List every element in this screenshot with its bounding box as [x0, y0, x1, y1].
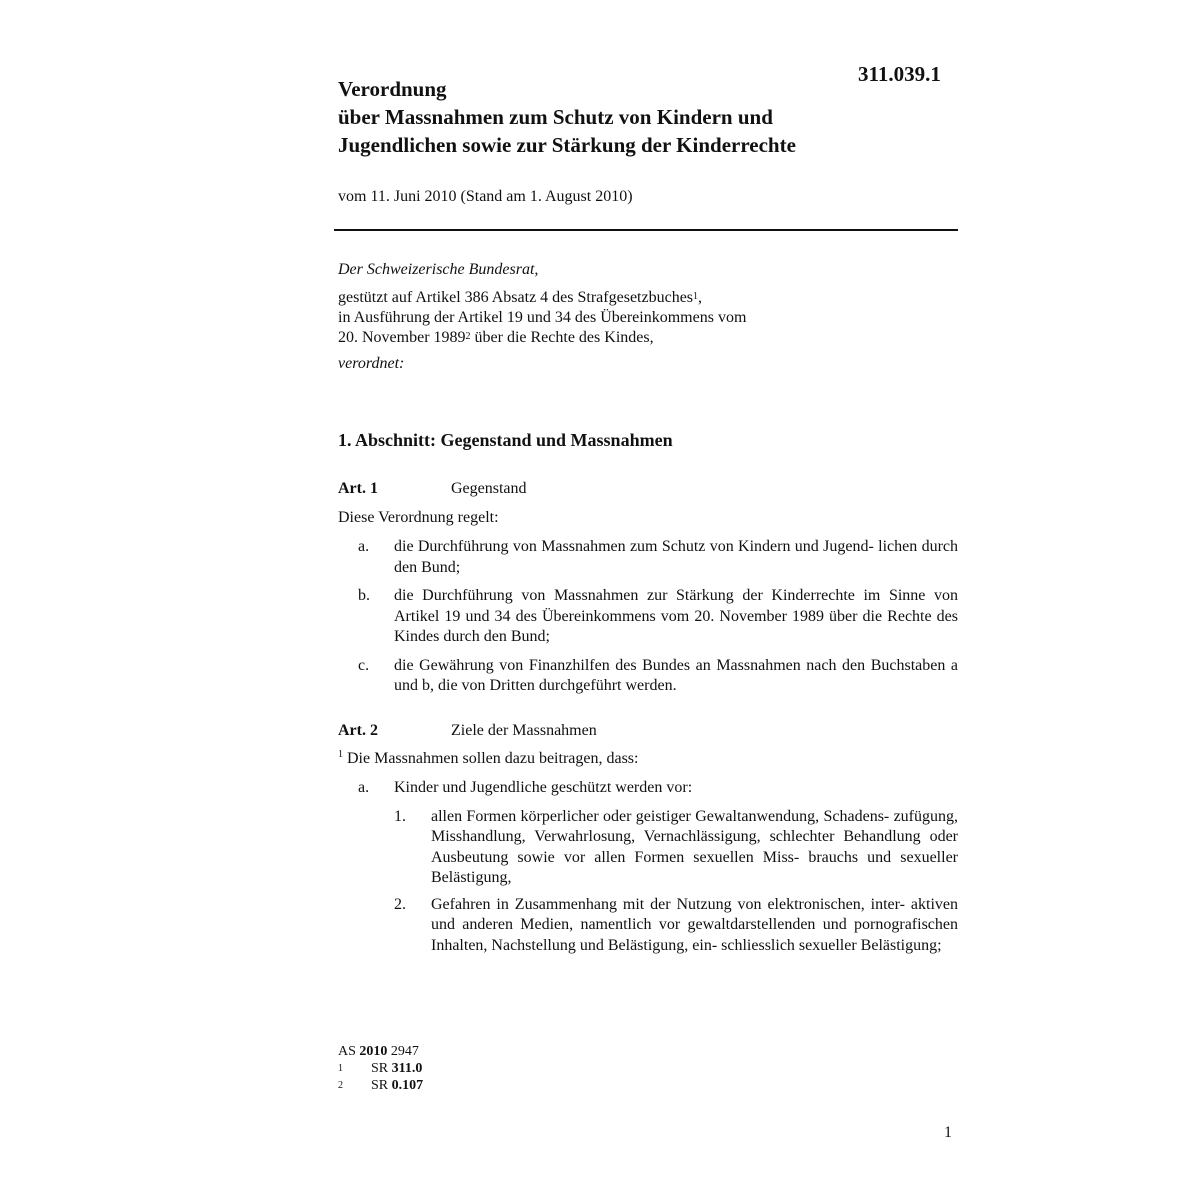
article-title: Gegenstand	[451, 480, 527, 497]
intro-text: Die Massnahmen sollen dazu beitragen, dass:	[343, 750, 639, 767]
list-item-text: die Durchführung von Massnahmen zur Stärkung der Kinderrechte im Sinne von Artikel 19 und 34 des Übereinkommens vom 20. November 1989 über die Rechte des Kindes durch den Bund;	[394, 587, 958, 645]
article-number: Art. 1	[338, 480, 378, 497]
list-marker: 1.	[394, 807, 406, 825]
footnote-ref[interactable]: 1	[693, 291, 699, 302]
horizontal-rule	[334, 229, 958, 231]
article-number: Art. 2	[338, 722, 378, 739]
preamble-text: 20. November 1989	[338, 329, 466, 346]
footnote-text	[371, 1060, 422, 1077]
list-marker: 2.	[394, 895, 406, 913]
list-item	[338, 586, 958, 648]
section-heading: 1. Abschnitt: Gegenstand und Massnahmen	[338, 430, 673, 450]
preamble-text: über die Rechte des Kindes,	[470, 329, 654, 346]
sub-list-item	[338, 895, 958, 957]
article-intro	[338, 750, 638, 768]
list-marker: b.	[358, 587, 370, 604]
list-marker: a.	[358, 779, 370, 796]
footnote-mark: 1	[338, 1063, 343, 1074]
list-item-text: Gefahren in Zusammenhang mit der Nutzung von elektronischen, inter- aktiven und anderen Medien, namentlich vor gewaltdarstellenden und pornografischen Inhalten, Nachstellung und Belästigung, ein- schliesslich sexueller Belästigung;	[431, 895, 958, 954]
list-item-text: die Gewährung von Finanzhilfen des Bundes an Massnahmen nach den Buchstaben a und b, die von Dritten durchgeführt werden.	[394, 656, 958, 694]
date-line: vom 11. Juni 2010 (Stand am 1. August 2010)	[338, 188, 633, 205]
decree: verordnet:	[338, 355, 405, 372]
preamble-text: gestützt auf Artikel 386 Absatz 4 des Strafgesetzbuches	[338, 289, 694, 306]
preamble-line	[338, 328, 958, 348]
document-title	[338, 75, 796, 159]
as-page: 2947	[387, 1044, 419, 1059]
footnote	[338, 1077, 423, 1094]
sub-list-item	[338, 807, 958, 889]
list-item-text: Kinder und Jugendliche geschützt werden vor:	[394, 779, 693, 796]
footnote-sr-number[interactable]: 311.0	[391, 1061, 423, 1076]
as-year: 2010	[359, 1044, 388, 1059]
preamble-line	[338, 288, 958, 308]
page-number: 1	[944, 1124, 952, 1141]
article-list	[338, 778, 958, 962]
footnote-text	[371, 1077, 423, 1094]
title-line: über Massnahmen zum Schutz von Kindern und	[338, 105, 773, 129]
list-item	[338, 778, 958, 799]
footnote-mark: 2	[338, 1080, 343, 1091]
article-heading	[338, 722, 597, 740]
list-marker: c.	[358, 656, 370, 674]
as-reference	[338, 1043, 423, 1060]
article-heading	[338, 480, 527, 498]
article-intro: Diese Verordnung regelt:	[338, 509, 499, 526]
preamble-line: in Ausführung der Artikel 19 und 34 des Übereinkommens vom	[338, 309, 747, 326]
footnotes	[338, 1043, 423, 1094]
footnote-sr-number[interactable]: 0.107	[391, 1078, 424, 1093]
title-line: Verordnung	[338, 77, 447, 101]
list-item-text: allen Formen körperlicher oder geistiger Gewaltanwendung, Schadens- zufügung, Misshandlung, Verwahrlosung, Vernachlässigung, schlechter Behandlung oder Ausbeutung sowie vor allen Formen sexuellen Miss- brauchs und sexueller Belästigung,	[431, 807, 958, 886]
as-prefix: AS	[338, 1044, 360, 1059]
footnote	[338, 1060, 423, 1077]
paragraph-mark: 1	[338, 749, 343, 760]
list-item	[338, 656, 958, 697]
list-item	[338, 537, 958, 578]
footnote-prefix: SR	[371, 1061, 392, 1076]
preamble	[338, 260, 958, 374]
article-list	[338, 537, 958, 705]
footnote-prefix: SR	[371, 1078, 392, 1093]
title-line: Jugendlichen sowie zur Stärkung der Kinderrechte	[338, 133, 796, 157]
authority: Der Schweizerische Bundesrat,	[338, 261, 539, 278]
preamble-text: ,	[698, 289, 703, 306]
article-title: Ziele der Massnahmen	[451, 722, 597, 739]
sr-number: 311.039.1	[858, 62, 941, 86]
list-item-text: die Durchführung von Massnahmen zum Schutz von Kindern und Jugend- lichen durch den Bund;	[394, 538, 958, 576]
footnote-ref[interactable]: 2	[465, 331, 471, 342]
list-marker: a.	[358, 538, 370, 555]
